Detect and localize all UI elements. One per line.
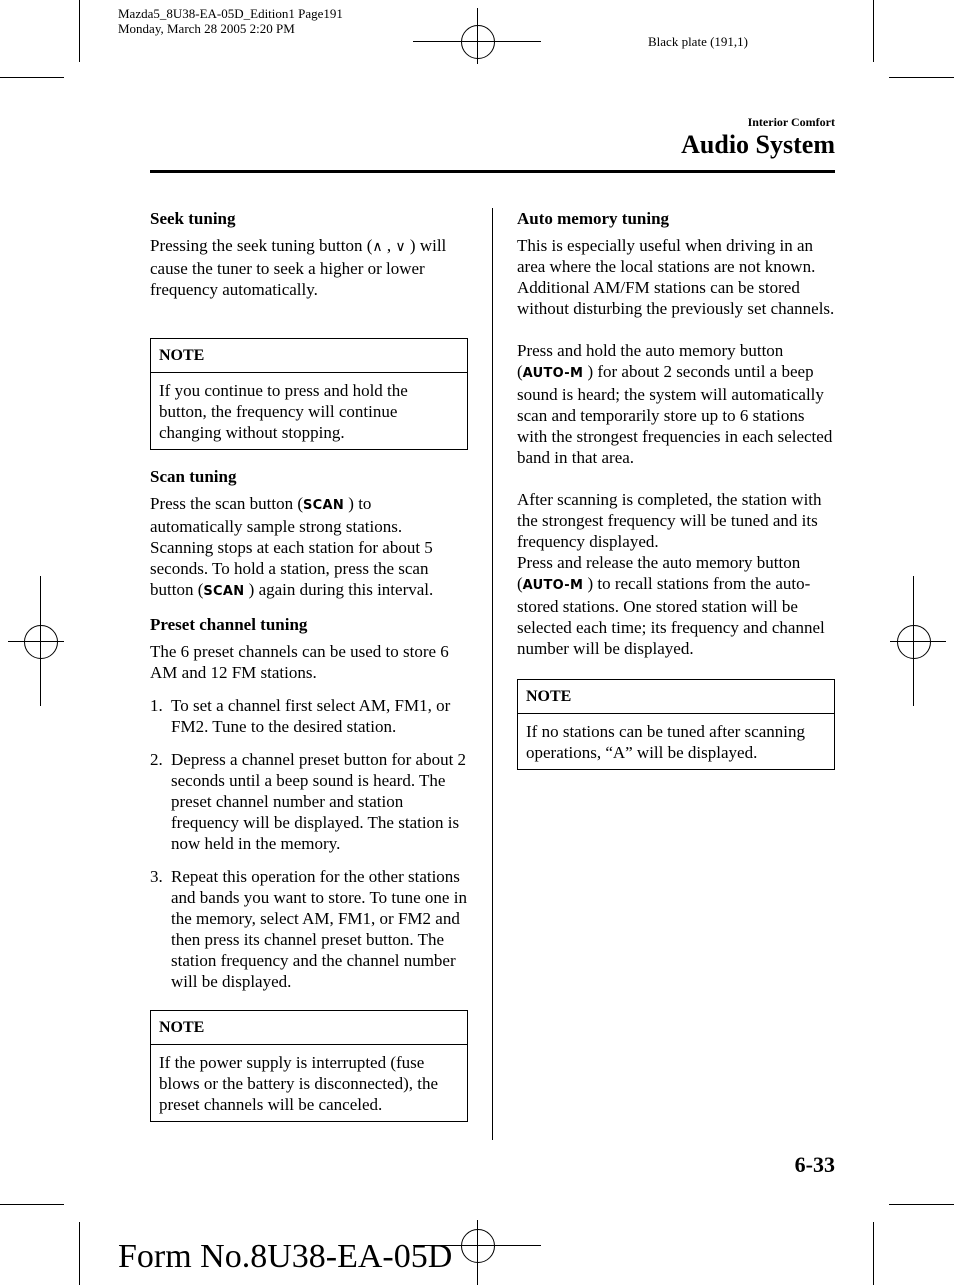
auto-m-button-icon: AUTO-M: [522, 578, 584, 593]
auto-text-part: Press and hold the auto memory button (: [517, 341, 784, 381]
note-label: NOTE: [518, 680, 834, 714]
preset-tuning-heading: Preset channel tuning: [150, 615, 308, 634]
auto-memory-p1: This is especially useful when driving in an area where the local stations are not known. Additional AM/FM stations can be stored without disturbing the previously set channels.: [517, 236, 835, 318]
seek-tuning-heading: Seek tuning: [150, 209, 236, 228]
seek-tuning-text: [150, 235, 468, 300]
note-text: If no stations can be tuned after scanning operations, “A” will be displayed.: [526, 722, 805, 762]
scan-text-part: ) again during this interval.: [244, 580, 434, 599]
column-divider: [492, 208, 493, 1140]
auto-memory-heading: Auto memory tuning: [517, 209, 670, 228]
scan-text-part: Press the scan button (: [150, 494, 303, 513]
auto-text-part: ) to recall stations from the auto-stored stations. One stored station will be selected each time; its frequency and channel number will be displayed.: [517, 574, 825, 658]
note-box: [150, 338, 468, 450]
preset-steps: [150, 695, 468, 992]
auto-text-part: ) for about 2 seconds until a beep sound is heard; the system will automatically scan and temporarily store up to 6 stations with the strongest frequencies in each selected band in that area.: [517, 362, 833, 467]
auto-memory-p3: After scanning is completed, the station with the strongest frequency will be tuned and its frequency displayed.: [517, 490, 822, 551]
auto-text-part: Press and release the auto memory button (: [517, 553, 801, 593]
step-text: To set a channel first select AM, FM1, or FM2. Tune to the desired station.: [171, 696, 451, 736]
list-item: [150, 749, 468, 854]
form-number: Form No.8U38-EA-05D: [118, 1238, 453, 1275]
list-item: [150, 695, 468, 737]
step-number: 1.: [150, 696, 163, 715]
auto-m-button-icon: AUTO-M: [522, 366, 584, 381]
preset-intro: The 6 preset channels can be used to store 6 AM and 12 FM stations.: [150, 642, 449, 682]
note-text: If you continue to press and hold the button, the frequency will continue changing without stopping.: [159, 381, 408, 442]
step-text: Repeat this operation for the other stations and bands you want to store. To tune one in the memory, select AM, FM1, or FM2 and then press its channel preset button. The station frequency and the channel number will be displayed.: [171, 867, 467, 991]
list-item: [150, 866, 468, 992]
seek-down-icon: ∨: [395, 239, 406, 255]
note-label: NOTE: [151, 1011, 467, 1045]
scan-tuning-heading: Scan tuning: [150, 467, 237, 486]
print-info-date: Monday, March 28 2005 2:20 PM: [118, 21, 295, 36]
seek-separator: ,: [382, 236, 396, 255]
title-rule: [150, 170, 835, 173]
scan-text-part: ) to automatically sample strong stations. Scanning stops at each station for about 5 seconds. To hold a station, press the scan button (: [150, 494, 433, 599]
seek-text-part: Pressing the seek tuning button (: [150, 236, 373, 255]
scan-tuning-text: [150, 493, 468, 602]
right-column: [517, 208, 835, 786]
seek-up-icon: ∧: [372, 239, 383, 255]
note-box: [517, 679, 835, 770]
print-info-file: Mazda5_8U38-EA-05D_Edition1 Page191: [118, 6, 343, 21]
left-column: [150, 208, 468, 1138]
note-box: [150, 1010, 468, 1122]
print-info: [118, 6, 343, 36]
plate-label: Black plate (191,1): [648, 34, 748, 49]
auto-memory-p4: [517, 552, 835, 659]
step-number: 3.: [150, 867, 163, 886]
note-label: NOTE: [151, 339, 467, 373]
scan-button-icon: SCAN: [203, 584, 245, 599]
step-number: 2.: [150, 750, 163, 769]
page-title: Audio System: [681, 130, 835, 159]
section-label: Interior Comfort: [747, 115, 835, 129]
auto-memory-p2: [517, 340, 835, 468]
seek-text-part: ) will cause the tuner to seek a higher or lower frequency automatically.: [150, 236, 447, 299]
note-text: If the power supply is interrupted (fuse blows or the battery is disconnected), the preset channels will be canceled.: [159, 1053, 439, 1114]
scan-button-icon: SCAN: [302, 498, 345, 513]
page-number: 6-33: [794, 1152, 835, 1177]
step-text: Depress a channel preset button for about 2 seconds until a beep sound is heard. The preset channel number and station frequency will be displayed. The station is now held in the memory.: [171, 750, 467, 853]
